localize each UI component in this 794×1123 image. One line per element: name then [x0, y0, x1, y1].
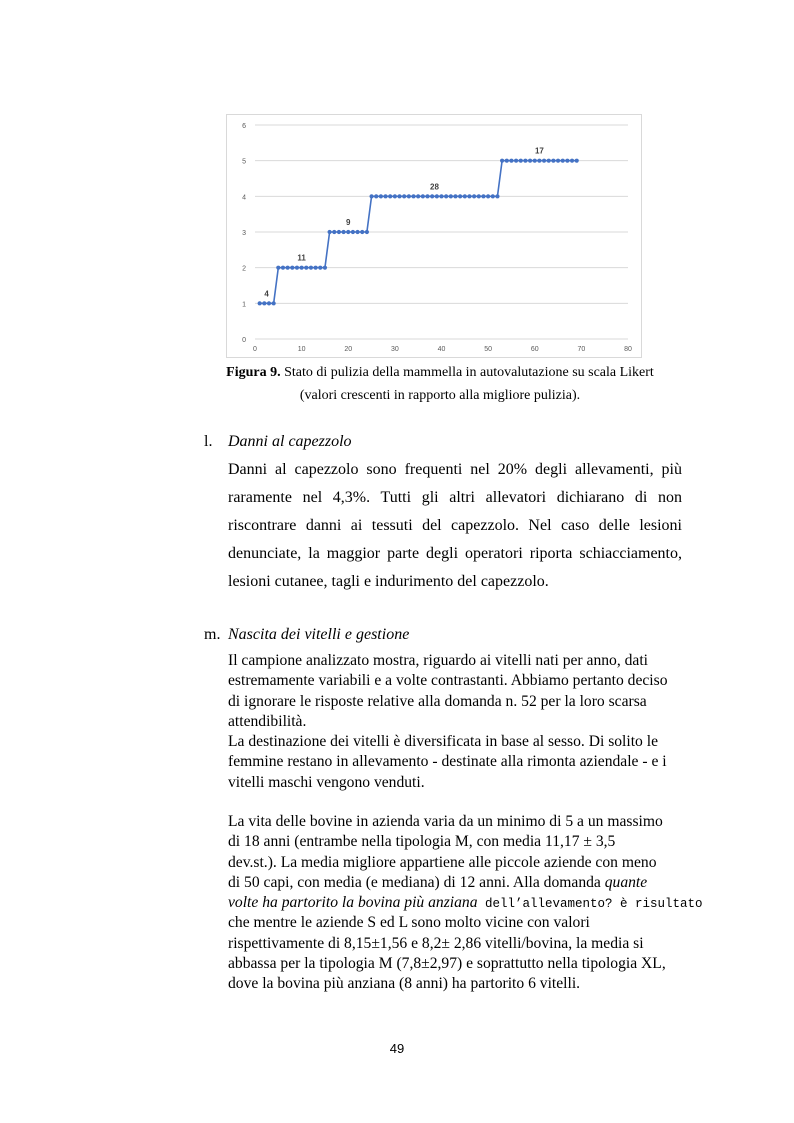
paragraph-line: attendibilità.	[228, 712, 307, 730]
data-label: 17	[534, 146, 544, 156]
data-point	[337, 230, 341, 234]
figure-caption	[200, 364, 680, 382]
paragraph-line: femmine restano in allevamento - destinate alla rimonta aziendale - e i	[228, 753, 667, 771]
data-point	[449, 194, 453, 198]
x-tick-label: 60	[530, 346, 539, 353]
data-point	[416, 194, 420, 198]
data-point	[262, 301, 266, 305]
data-point	[453, 194, 457, 198]
data-point	[477, 194, 481, 198]
data-point	[570, 159, 574, 163]
section-m-letter: m.	[204, 626, 221, 643]
caption-text: Stato di pulizia della mammella in autovalutazione su scala Likert	[284, 365, 654, 380]
paragraph-line	[228, 893, 703, 913]
data-point	[290, 266, 294, 270]
data-point	[295, 266, 299, 270]
data-point	[355, 230, 359, 234]
data-point	[318, 266, 322, 270]
x-tick-label: 80	[624, 346, 632, 353]
data-point	[281, 266, 285, 270]
paragraph-line	[228, 873, 688, 893]
x-tick-label: 0	[253, 346, 257, 353]
paragraph-line: raramente nel 4,3%. Tutti gli altri allevatori dichiarano di non	[228, 489, 682, 506]
figure-9-chart	[226, 114, 642, 358]
paragraph-line: dev.st.). La media migliore appartiene alle piccole aziende con meno	[228, 853, 657, 871]
data-point	[556, 159, 560, 163]
data-point	[369, 194, 373, 198]
x-tick-label: 10	[297, 346, 306, 353]
y-tick-label: 6	[242, 123, 246, 130]
x-tick-label: 30	[390, 346, 399, 353]
data-point	[328, 230, 332, 234]
data-point	[561, 159, 565, 163]
data-point	[323, 266, 327, 270]
y-tick-label: 5	[242, 158, 246, 166]
data-point	[551, 159, 555, 163]
data-point	[351, 230, 355, 234]
data-point	[514, 159, 518, 163]
y-tick-label: 3	[242, 230, 246, 237]
data-point	[500, 159, 504, 163]
paragraph-line: abbassa per la tipologia M (7,8±2,97) e soprattutto nella tipologia XL,	[228, 955, 666, 973]
x-tick-label: 50	[484, 346, 493, 353]
paragraph-line: Danni al capezzolo sono frequenti nel 20% degli allevamenti, più	[228, 461, 682, 478]
data-point	[407, 194, 411, 198]
data-point	[463, 194, 467, 198]
monospace-run: dell’allevamento? è risultato	[477, 897, 703, 912]
section-l-heading	[204, 432, 352, 452]
section-m-heading	[204, 625, 409, 645]
data-point	[411, 194, 415, 198]
data-point	[565, 159, 569, 163]
paragraph-line: dove la bovina più anziana (8 anni) ha partorito 6 vitelli.	[228, 975, 581, 993]
paragraph-line: La vita delle bovine in azienda varia da un minimo di 5 a un massimo	[228, 813, 663, 830]
paragraph-line: riscontrare danni ai tessuti del capezzolo. Nel caso delle lesioni	[228, 517, 682, 534]
data-point	[393, 194, 397, 198]
data-label: 9	[346, 218, 351, 227]
y-tick-label: 4	[242, 194, 246, 202]
paragraph-line: estremamente variabili e a volte contrastanti. Abbiamo pertanto deciso	[228, 672, 668, 690]
data-point	[346, 230, 350, 234]
data-point	[286, 266, 290, 270]
italic-question: quante	[604, 873, 648, 891]
y-tick-label: 0	[242, 337, 246, 344]
data-point	[430, 194, 434, 198]
data-point	[365, 230, 369, 234]
x-tick-label: 40	[437, 346, 446, 353]
paragraph-line: Il campione analizzato mostra, riguardo ai vitelli nati per anno, dati	[228, 652, 649, 669]
data-point	[491, 194, 495, 198]
data-point	[421, 194, 425, 198]
y-tick-label: 1	[242, 301, 246, 309]
data-point	[467, 194, 471, 198]
data-point	[472, 194, 476, 198]
data-point	[383, 194, 387, 198]
data-point	[486, 194, 490, 198]
figure-caption-line2: (valori crescenti in rapporto alla migliore pulizia).	[299, 388, 581, 403]
x-tick-label: 70	[577, 346, 586, 353]
data-point	[435, 194, 439, 198]
data-point	[397, 194, 401, 198]
paragraph-line: vitelli maschi vengono venduti.	[228, 773, 425, 791]
data-point	[425, 194, 429, 198]
paragraph-line: lesioni cutanee, tagli e indurimento del capezzolo.	[228, 573, 549, 590]
data-point	[533, 159, 537, 163]
data-point	[276, 266, 280, 270]
data-point	[360, 230, 364, 234]
data-label: 28	[430, 182, 439, 192]
data-point	[439, 194, 443, 198]
data-label: 11	[297, 253, 306, 263]
data-point	[379, 194, 383, 198]
data-point	[523, 159, 527, 163]
data-point	[505, 159, 509, 163]
x-tick-label: 20	[344, 346, 353, 353]
data-point	[547, 159, 551, 163]
data-point	[341, 230, 345, 234]
data-point	[258, 301, 262, 305]
data-point	[304, 266, 308, 270]
data-point	[444, 194, 448, 198]
data-point	[300, 266, 304, 270]
text-run: di 50 capi, con media (e mediana) di 12 anni. Alla domanda	[228, 873, 605, 891]
page-number: 49	[389, 1041, 405, 1056]
paragraph-line: rispettivamente di 8,15±1,56 e 8,2± 2,86 vitelli/bovina, la media si	[228, 934, 644, 952]
section-l-paragraph	[228, 456, 682, 596]
data-label: 4	[264, 289, 269, 299]
section-m-paragraph-2	[228, 812, 703, 995]
data-point	[528, 159, 532, 163]
section-m-title: Nascita dei vitelli e gestione	[228, 626, 410, 643]
paragraph-line: di ignorare le risposte relative alla domanda n. 52 per la loro scarsa	[228, 692, 647, 710]
italic-question: volte ha partorito la bovina più anziana	[228, 894, 478, 912]
data-point	[374, 194, 378, 198]
data-point	[495, 194, 499, 198]
data-point	[575, 159, 579, 163]
likert-step-chart	[227, 115, 643, 359]
caption-label: Figura 9.	[226, 365, 281, 380]
data-point	[314, 266, 318, 270]
data-point	[509, 159, 513, 163]
paragraph-line: che mentre le aziende S ed L sono molto vicine con valori	[228, 914, 590, 932]
data-point	[267, 301, 271, 305]
data-point	[402, 194, 406, 198]
section-l-title: Danni al capezzolo	[228, 433, 352, 450]
data-point	[388, 194, 392, 198]
y-tick-label: 2	[242, 265, 246, 273]
section-m-paragraph-1	[228, 651, 688, 793]
data-point	[537, 159, 541, 163]
data-point	[519, 159, 523, 163]
paragraph-line: denunciate, la maggior parte degli operatori riporta schiacciamento,	[228, 545, 682, 562]
section-l-letter: l.	[204, 433, 213, 450]
data-point	[309, 266, 313, 270]
data-point	[458, 194, 462, 198]
data-point	[332, 230, 336, 234]
paragraph-line: di 18 anni (entrambe nella tipologia M, con media 11,17 ± 3,5	[228, 833, 616, 851]
data-point	[542, 159, 546, 163]
paragraph-line: La destinazione dei vitelli è diversificata in base al sesso. Di solito le	[228, 733, 659, 751]
data-point	[272, 301, 276, 305]
data-point	[481, 194, 485, 198]
